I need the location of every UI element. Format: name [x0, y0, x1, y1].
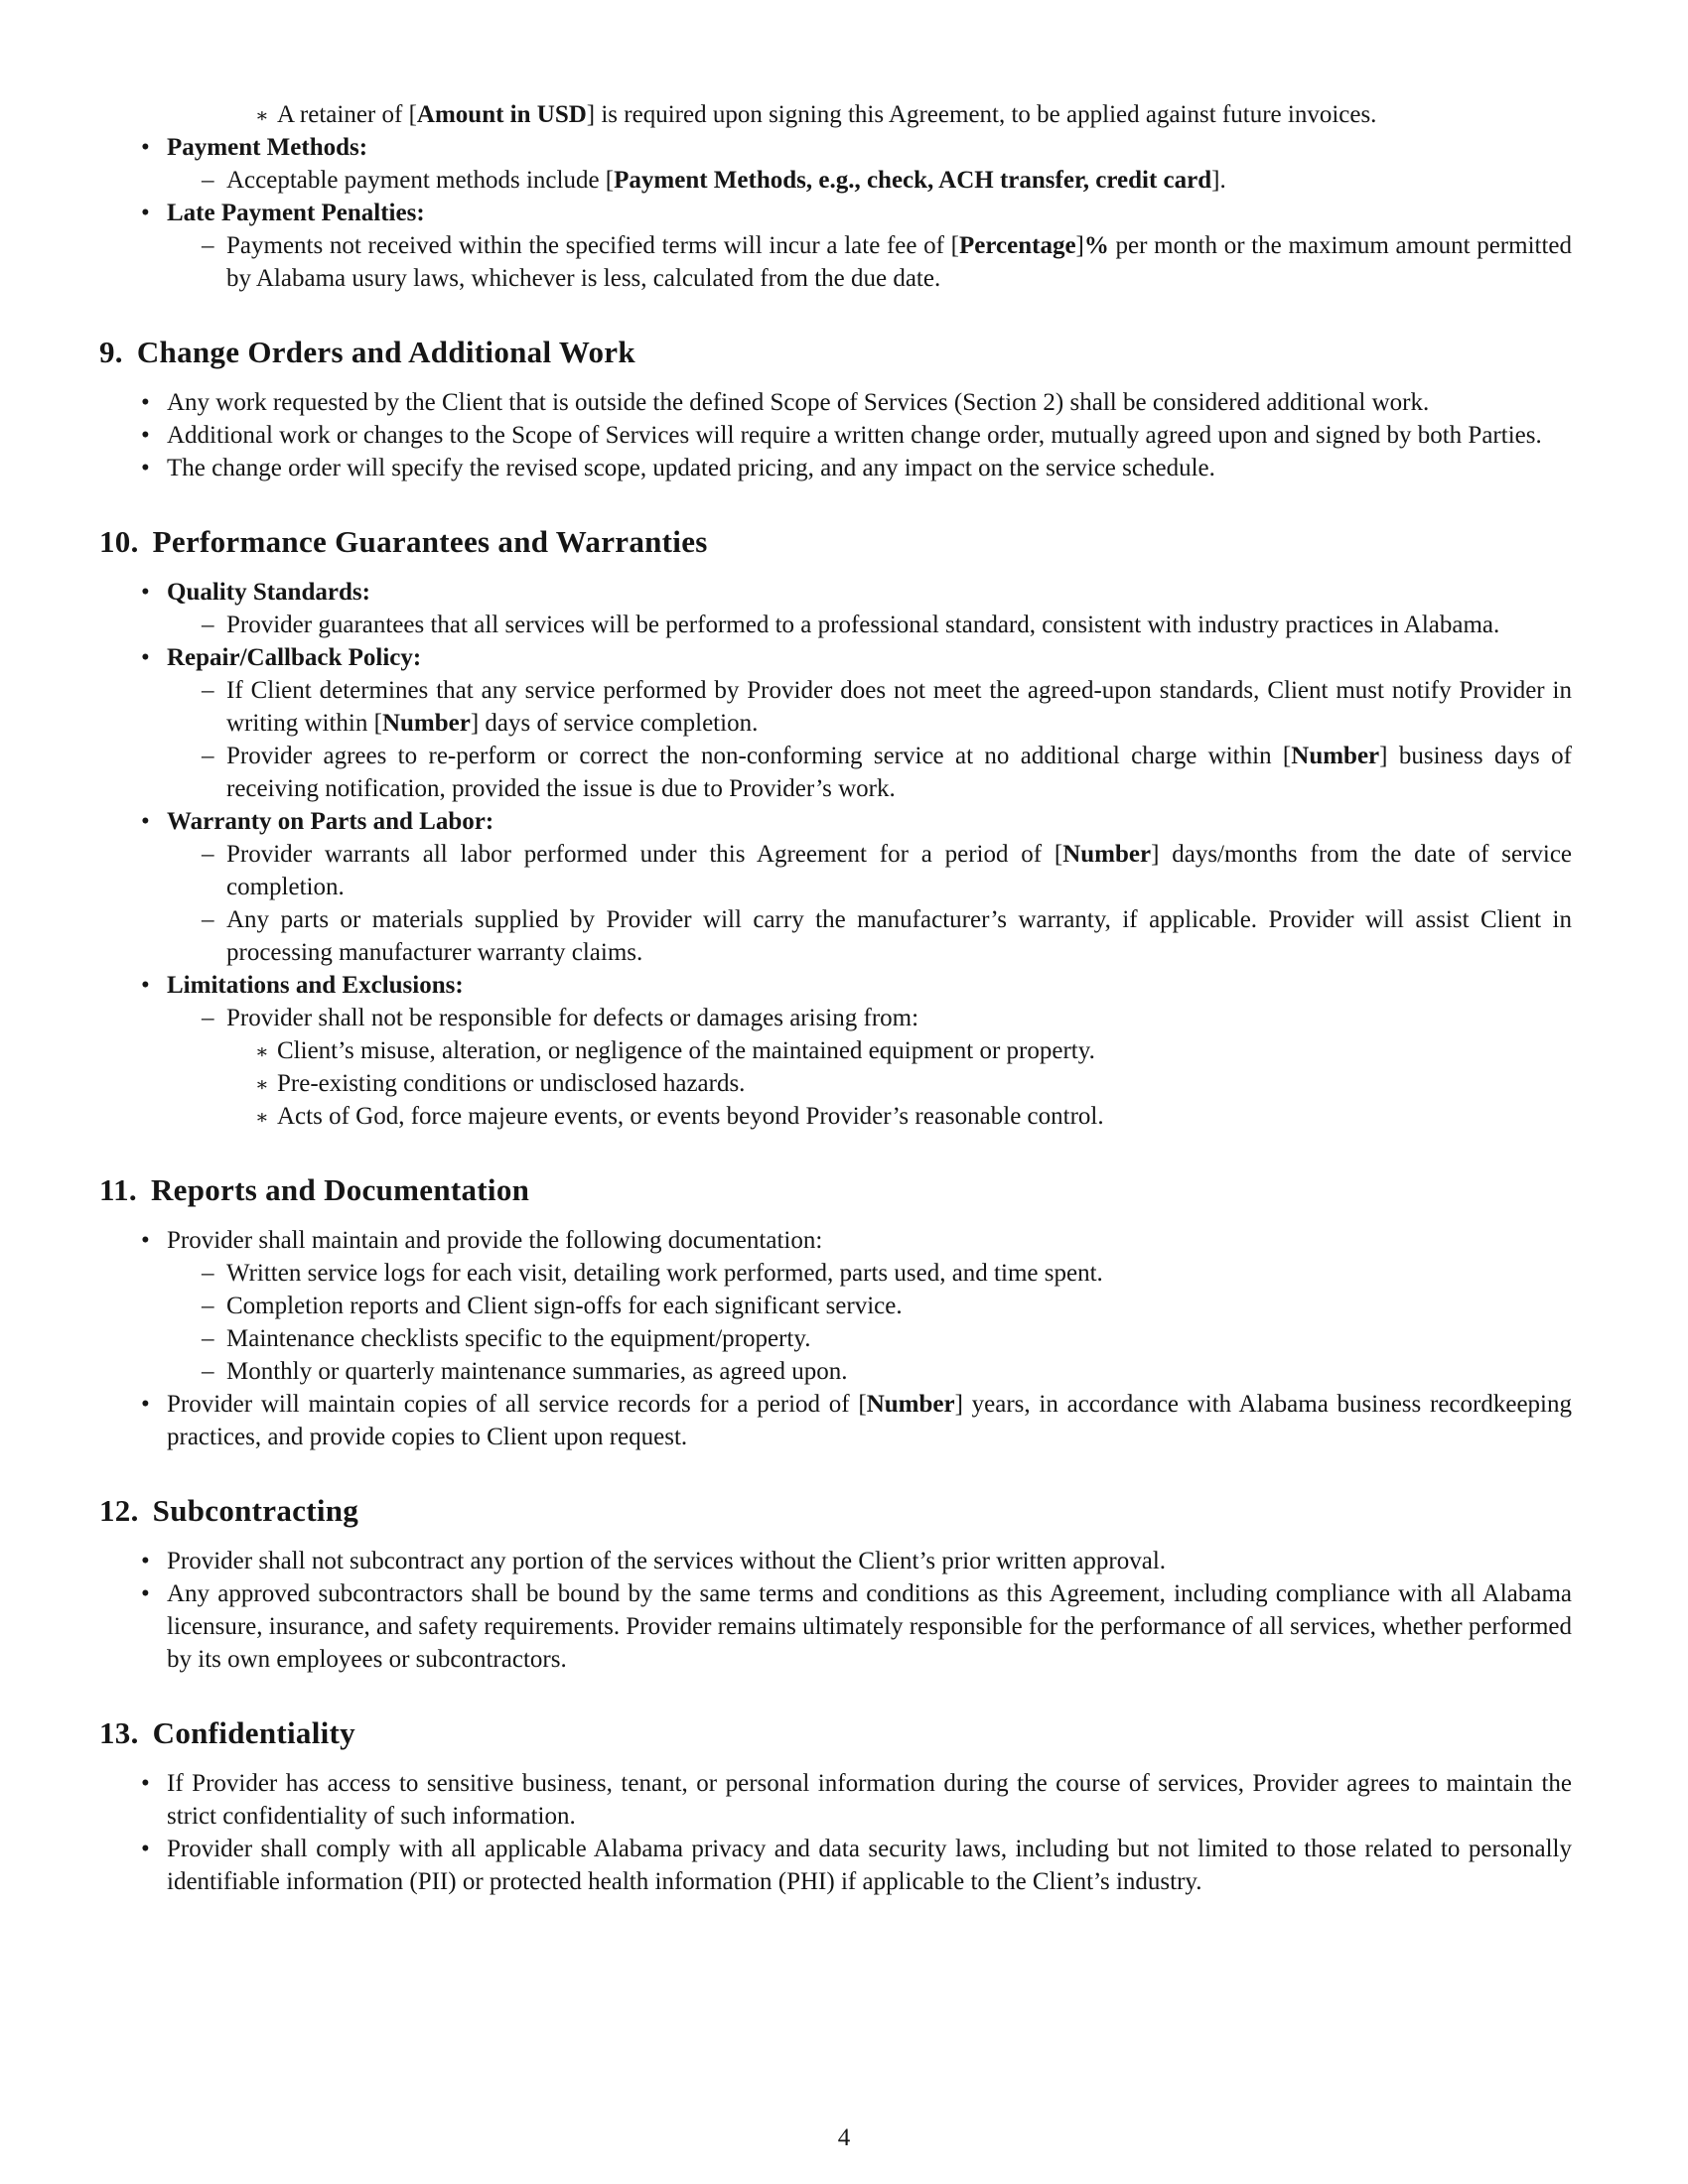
section-title: Reports and Documentation [150, 1172, 530, 1207]
list-item [167, 1388, 1572, 1453]
text-run: Payments not received within the specified terms will incur a late fee of [ [226, 232, 960, 259]
section-heading [99, 1491, 1572, 1531]
section-title: Performance Guarantees and Warranties [152, 524, 708, 559]
bold-text: Late Payment Penalties: [167, 200, 425, 226]
list-item [167, 419, 1572, 452]
list-item [277, 1034, 1572, 1067]
list-item [226, 229, 1572, 295]
list-item [277, 1067, 1572, 1100]
list-item [167, 1577, 1572, 1676]
list-item [167, 452, 1572, 484]
list-item [167, 1545, 1572, 1577]
list-item [167, 576, 1572, 609]
list-item [226, 1355, 1572, 1388]
text-run: Provider shall not be responsible for defects or damages arising from: [226, 1005, 919, 1031]
bullet-icon [141, 1224, 150, 1257]
dash-icon [202, 903, 214, 936]
bold-text: Percentage [959, 232, 1076, 259]
list-item [167, 1833, 1572, 1898]
text-run: per month or the maximum amount permitted by Alabama usury laws, whichever is less, calculated from the due date. [226, 232, 1572, 292]
bullet-icon [141, 1767, 150, 1800]
list-item [226, 1257, 1572, 1290]
section [99, 1491, 1572, 1676]
dash-icon [202, 674, 214, 707]
text-run: Acts of God, force majeure events, or events beyond Provider’s reasonable control. [277, 1103, 1104, 1130]
section [99, 522, 1572, 1133]
section-title: Confidentiality [152, 1715, 355, 1750]
text-run: Pre-existing conditions or undisclosed hazards. [277, 1070, 746, 1097]
dash-icon [202, 740, 214, 772]
text-run: Provider warrants all labor performed under this Agreement for a period of [ [226, 841, 1063, 868]
section [99, 1170, 1572, 1453]
section-heading [99, 522, 1572, 562]
section-number: 12. [99, 1493, 139, 1528]
section [99, 333, 1572, 484]
list-item [226, 1290, 1572, 1322]
bold-text: Limitations and Exclusions: [167, 972, 464, 999]
bullet-icon [141, 1577, 150, 1610]
text-run: ] [1075, 232, 1084, 259]
text-run: Provider shall not subcontract any portion of the services without the Client’s prior written approval. [167, 1548, 1167, 1574]
dash-icon [202, 1002, 214, 1034]
text-run: The change order will specify the revised scope, updated pricing, and any impact on the service schedule. [167, 455, 1215, 481]
text-run: If Client determines that any service performed by Provider does not meet the agreed-upon standards, Client must notify Provider in writing within [ [226, 677, 1572, 737]
list-item [167, 386, 1572, 419]
bold-text: Amount in USD [416, 101, 587, 128]
text-run: Provider guarantees that all services will be performed to a professional standard, consistent with industry practices in Alabama. [226, 612, 1500, 638]
list-item [167, 805, 1572, 838]
text-run: ] business days of receiving notification, provided the issue is due to Provider’s work. [226, 743, 1572, 802]
dash-icon [202, 229, 214, 262]
bold-text: Payment Methods, e.g., check, ACH transfer, credit card [614, 167, 1212, 194]
text-run: Monthly or quarterly maintenance summaries, as agreed upon. [226, 1358, 848, 1385]
text-run: Acceptable payment methods include [ [226, 167, 615, 194]
text-run: Provider shall comply with all applicable Alabama privacy and data security laws, including but not limited to those related to personally identifiable information (PII) or protected health information (PHI) if applicable to the Client’s industry. [167, 1836, 1572, 1895]
section-number: 9. [99, 335, 123, 369]
list-item [167, 641, 1572, 674]
text-run: Any parts or materials supplied by Provider will carry the manufacturer’s warranty, if applicable. Provider will assist Client in processing manufacturer warranty claims. [226, 906, 1572, 966]
bold-text: Number [866, 1391, 955, 1418]
list-item [167, 1224, 1572, 1257]
list-item [277, 1100, 1572, 1133]
text-run: ] years, in accordance with Alabama business recordkeeping practices, and provide copies to Client upon request. [167, 1391, 1572, 1450]
asterisk-icon [255, 1034, 269, 1068]
dash-icon [202, 164, 214, 197]
bold-text: Number [381, 710, 471, 737]
asterisk-icon [255, 1067, 269, 1101]
list-item [226, 838, 1572, 903]
list-item [226, 164, 1572, 197]
text-run: Provider agrees to re-perform or correct the non-conforming service at no additional charge within [ [226, 743, 1292, 769]
document-body [99, 98, 1572, 1898]
text-run: ]. [1211, 167, 1226, 194]
bullet-icon [141, 1833, 150, 1865]
section-heading [99, 1713, 1572, 1753]
bullet-icon [141, 1545, 150, 1577]
section [99, 1713, 1572, 1898]
text-run: If Provider has access to sensitive business, tenant, or personal information during the course of services, Provider agrees to maintain the strict confidentiality of such information. [167, 1770, 1572, 1830]
bold-text: Payment Methods: [167, 134, 368, 161]
bold-text: Warranty on Parts and Labor: [167, 808, 494, 835]
list-item [226, 1322, 1572, 1355]
text-run: ] is required upon signing this Agreement, to be applied against future invoices. [586, 101, 1377, 128]
dash-icon [202, 1290, 214, 1322]
asterisk-icon [255, 1100, 269, 1134]
bullet-icon [141, 969, 150, 1002]
section-title: Change Orders and Additional Work [136, 335, 635, 369]
section-number: 13. [99, 1715, 139, 1750]
bold-text: Quality Standards: [167, 579, 370, 606]
bold-text: Number [1062, 841, 1152, 868]
dash-icon [202, 609, 214, 641]
section-continuation [99, 98, 1572, 295]
dash-icon [202, 1322, 214, 1355]
section-heading [99, 1170, 1572, 1210]
list-item [226, 674, 1572, 740]
bullet-icon [141, 641, 150, 674]
text-run: Maintenance checklists specific to the equipment/property. [226, 1325, 811, 1352]
text-run: Any work requested by the Client that is outside the defined Scope of Services (Section 2) shall be considered additional work. [167, 389, 1430, 416]
list-item [167, 197, 1572, 229]
bold-text: % [1083, 232, 1109, 259]
bullet-icon [141, 197, 150, 229]
section-heading [99, 333, 1572, 372]
text-run: Written service logs for each visit, detailing work performed, parts used, and time spent. [226, 1260, 1103, 1287]
text-run: Completion reports and Client sign-offs for each significant service. [226, 1293, 903, 1319]
text-run: ] days/months from the date of service completion. [226, 841, 1573, 900]
text-run: ] days of service completion. [470, 710, 759, 737]
dash-icon [202, 838, 214, 871]
bullet-icon [141, 386, 150, 419]
bullet-icon [141, 131, 150, 164]
bullet-icon [141, 576, 150, 609]
section-number: 11. [99, 1172, 137, 1207]
bullet-icon [141, 1388, 150, 1421]
list-item [167, 1767, 1572, 1833]
bullet-icon [141, 419, 150, 452]
text-run: Provider will maintain copies of all service records for a period of [ [167, 1391, 867, 1418]
bold-text: Number [1291, 743, 1380, 769]
text-run: Provider shall maintain and provide the following documentation: [167, 1227, 823, 1254]
list-item [277, 98, 1572, 131]
bullet-icon [141, 452, 150, 484]
text-run: Client’s misuse, alteration, or negligence of the maintained equipment or property. [277, 1037, 1095, 1064]
dash-icon [202, 1257, 214, 1290]
bullet-icon [141, 805, 150, 838]
section-title: Subcontracting [152, 1493, 359, 1528]
list-item [226, 903, 1572, 969]
list-item [167, 969, 1572, 1002]
text-run: Additional work or changes to the Scope of Services will require a written change order, mutually agreed upon and signed by both Parties. [167, 422, 1542, 449]
section-number: 10. [99, 524, 139, 559]
page-number: 4 [837, 2124, 851, 2151]
bold-text: Repair/Callback Policy: [167, 644, 422, 671]
list-item [226, 609, 1572, 641]
list-item [167, 131, 1572, 164]
text-run: A retainer of [ [277, 101, 417, 128]
list-item [226, 1002, 1572, 1034]
dash-icon [202, 1355, 214, 1388]
text-run: Any approved subcontractors shall be bound by the same terms and conditions as this Agreement, including compliance with all Alabama licensure, insurance, and safety requirements. Provider remains ultimately responsible for the performance of all services, whether performed by its own employees or subcontractors. [167, 1580, 1572, 1673]
list-item [226, 740, 1572, 805]
asterisk-icon [255, 98, 269, 132]
